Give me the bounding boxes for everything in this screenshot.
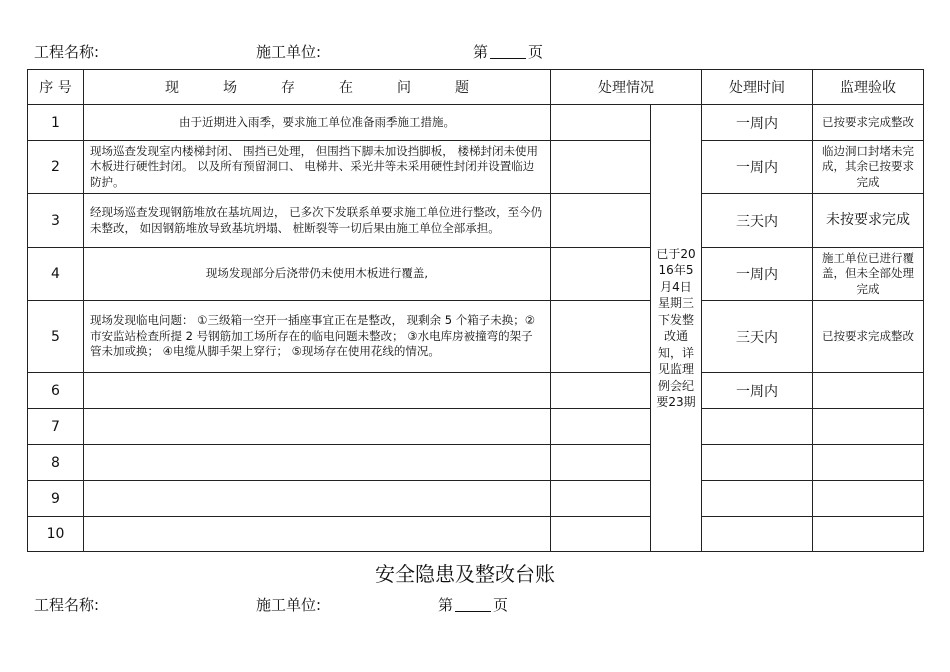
page-number-field [438,594,508,615]
row-number: 9 [28,481,84,517]
header-acceptance: 监理验收 [813,70,924,105]
header-time: 处理时间 [702,70,813,105]
handling-time [702,409,813,445]
handling-blank [551,141,651,194]
document-title: 安全隐患及整改台账 [375,562,555,586]
handling-time [702,517,813,552]
issue-text: 现场发现临电问题： ①三级箱一空开一插座事宜正在是整改， 现剩余 5 个箱子未换；②市安监站检查所提 2 号钢筋加工场所存在的临电问题未整改； ③水电库房被撞弯的架子管未加或换； ④电缆从脚手架上穿行； ⑤现场存在使用花线的情况。 [84,301,551,373]
project-name-label: 工程名称: [34,596,100,614]
page-prefix: 第 [438,596,454,614]
handling-blank [551,445,651,481]
row-number: 2 [28,141,84,194]
acceptance-text [813,373,924,409]
page-number-field [473,41,543,62]
handling-blank [551,481,651,517]
handling-note: 已于2016年5月4日星期三下发整改通知，详见监理例会纪要23期 [651,105,702,552]
table-row [28,445,924,481]
issue-text: 经现场巡查发现钢筋堆放在基坑周边， 已多次下发联系单要求施工单位进行整改，至今仍未整改， 如因钢筋堆放导致基坑坍塌、 桩断裂等一切后果由施工单位全部承担。 [84,194,551,248]
acceptance-text [813,481,924,517]
construction-unit-label: 施工单位: [256,596,322,614]
row-number: 3 [28,194,84,248]
table-row [28,301,924,373]
row-number: 5 [28,301,84,373]
issue-text: 现场发现部分后浇带仍未使用木板进行覆盖, [84,248,551,301]
table-row [28,248,924,301]
issue-text [84,409,551,445]
header-seq: 序 号 [28,70,84,105]
table-row [28,409,924,445]
handling-time: 三天内 [702,194,813,248]
row-number: 7 [28,409,84,445]
issue-text [84,517,551,552]
acceptance-text [813,445,924,481]
handling-blank [551,248,651,301]
page-suffix: 页 [493,596,509,614]
handling-time: 一周内 [702,105,813,141]
table-row [28,105,924,141]
page-prefix: 第 [473,43,489,61]
table-row [28,194,924,248]
handling-time: 一周内 [702,373,813,409]
project-name-label: 工程名称: [34,43,100,61]
acceptance-text [813,409,924,445]
handling-blank [551,409,651,445]
acceptance-text: 临边洞口封堵未完成，其余已按要求完成 [813,141,924,194]
handling-blank [551,105,651,141]
table-row [28,373,924,409]
acceptance-text [813,517,924,552]
row-number: 4 [28,248,84,301]
issue-text: 由于近期进入雨季，要求施工单位准备雨季施工措施。 [84,105,551,141]
row-number: 10 [28,517,84,552]
page-number-blank [455,597,491,612]
table-row [28,141,924,194]
handling-time [702,445,813,481]
handling-blank [551,373,651,409]
row-number: 1 [28,105,84,141]
table-row [28,481,924,517]
handling-time: 三天内 [702,301,813,373]
handling-time: 一周内 [702,248,813,301]
handling-time [702,481,813,517]
issue-text [84,445,551,481]
issue-text [84,481,551,517]
row-number: 6 [28,373,84,409]
page-number-blank [490,44,526,59]
acceptance-text: 已按要求完成整改 [813,105,924,141]
construction-unit-label: 施工单位: [256,43,322,61]
page-suffix: 页 [528,43,544,61]
handling-blank [551,301,651,373]
handling-blank [551,517,651,552]
issue-text: 现场巡查发现室内楼梯封闭、 围挡已处理， 但围挡下脚未加设挡脚板， 楼梯封闭未使用木板进行硬性封闭。 以及所有预留洞口、 电梯井、采光井等未采用硬性封闭并设置临边防护。 [84,141,551,194]
issue-text [84,373,551,409]
table-header-row [28,70,924,105]
table-row [28,517,924,552]
acceptance-text: 未按要求完成 [813,194,924,248]
row-number: 8 [28,445,84,481]
handling-time: 一周内 [702,141,813,194]
header-handling: 处理情况 [551,70,702,105]
acceptance-text: 施工单位已进行覆盖，但未全部处理完成 [813,248,924,301]
ledger-table [27,69,924,552]
handling-blank [551,194,651,248]
header-issue: 现 场 存 在 问 题 [84,70,551,105]
acceptance-text: 已按要求完成整改 [813,301,924,373]
